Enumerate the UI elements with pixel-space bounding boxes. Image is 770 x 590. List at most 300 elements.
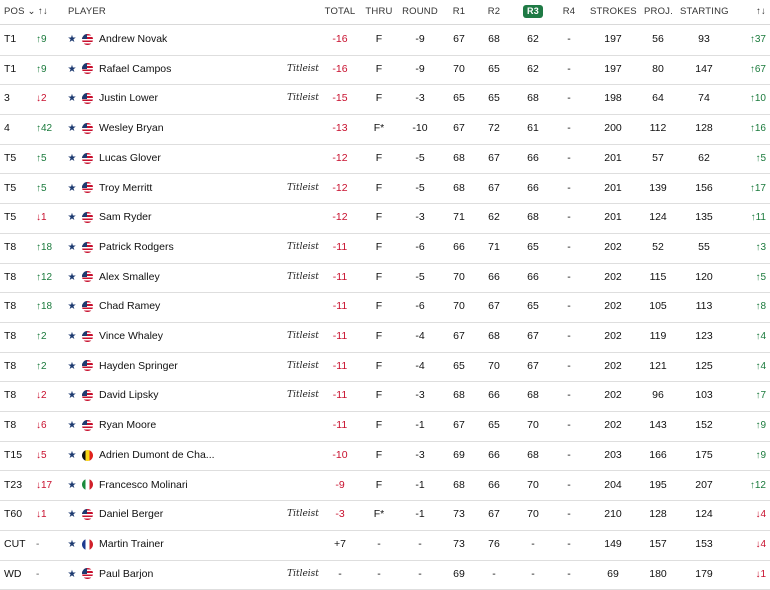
- starting-cell: 124: [695, 508, 713, 521]
- strokes-cell: 202: [604, 359, 622, 372]
- r4-score: -: [567, 448, 571, 461]
- r1-score: 73: [453, 537, 465, 550]
- strokes-cell: 201: [604, 181, 622, 194]
- player-name[interactable]: Alex Smalley: [99, 270, 160, 283]
- starting-cell: 93: [698, 33, 710, 45]
- projected-cell: 180: [649, 567, 667, 580]
- country-flag-icon: [81, 203, 93, 233]
- favorite-star-icon[interactable]: ★: [67, 123, 77, 135]
- equipment-brand-logo: [283, 144, 323, 174]
- strokes-cell: 197: [604, 62, 622, 75]
- r3-score: 70: [527, 508, 539, 521]
- total-score: -11: [332, 240, 348, 253]
- total-score: -9: [335, 478, 345, 491]
- starting-change: ↓4: [755, 538, 766, 550]
- thru-cell: F: [375, 389, 383, 402]
- r2-column-header[interactable]: R2: [487, 6, 501, 17]
- table-row[interactable]: [0, 114, 770, 145]
- position-cell: T23: [4, 478, 23, 491]
- player-name[interactable]: Andrew Novak: [99, 33, 168, 45]
- table-row[interactable]: [0, 292, 770, 323]
- position-cell: T8: [4, 300, 17, 313]
- round-score: -1: [415, 419, 425, 432]
- pos-header-label: POS: [4, 6, 25, 17]
- chevron-down-icon: ⌄: [27, 6, 36, 17]
- table-row[interactable]: [0, 471, 770, 502]
- table-row[interactable]: [0, 500, 770, 531]
- r1-score: 69: [453, 567, 465, 580]
- r4-score: -: [567, 181, 571, 194]
- r4-score: -: [567, 419, 571, 432]
- favorite-star-icon[interactable]: ★: [67, 93, 77, 105]
- strokes-column-header[interactable]: STROKES: [590, 6, 637, 17]
- strokes-cell: 200: [604, 122, 622, 135]
- country-flag-icon: [81, 114, 93, 144]
- r3-score: 68: [527, 448, 539, 461]
- player-name[interactable]: Vince Whaley: [99, 330, 164, 342]
- equipment-brand-logo: Titleist: [287, 390, 319, 401]
- starting-cell: 175: [695, 448, 713, 461]
- starting-change: ↑9: [755, 420, 766, 432]
- table-row[interactable]: [0, 84, 770, 115]
- position-cell: T8: [4, 330, 17, 342]
- flag-us-icon: [82, 331, 93, 342]
- movement2-sort-icon[interactable]: ↑↓: [756, 6, 766, 17]
- player-name[interactable]: Wesley Bryan: [99, 122, 164, 135]
- position-change: -: [36, 568, 40, 580]
- r3-score: 68: [527, 211, 539, 224]
- equipment-brand-logo: [283, 114, 323, 144]
- equipment-brand-logo: [283, 441, 323, 471]
- thru-cell: -: [377, 537, 381, 550]
- flag-us-icon: [82, 242, 93, 253]
- favorite-star-icon[interactable]: ★: [67, 420, 77, 432]
- table-row[interactable]: [0, 322, 770, 353]
- starting-change: ↑67: [749, 63, 766, 75]
- position-cell: 4: [4, 122, 10, 135]
- favorite-star-icon[interactable]: ★: [67, 390, 77, 402]
- r4-score: -: [567, 211, 571, 224]
- starting-change: ↑10: [749, 93, 766, 105]
- thru-cell: F*: [373, 122, 385, 135]
- flag-us-icon: [82, 301, 93, 312]
- favorite-star-icon[interactable]: ★: [67, 241, 77, 253]
- round-score: -3: [415, 211, 425, 224]
- total-score: -12: [332, 151, 348, 164]
- player-name[interactable]: Martin Trainer: [99, 537, 164, 550]
- starting-cell: 62: [698, 151, 710, 164]
- position-cell: T8: [4, 359, 17, 372]
- flag-us-icon: [82, 63, 93, 74]
- r3-score: 68: [527, 389, 539, 402]
- r1-score: 67: [453, 419, 465, 432]
- total-column-header[interactable]: TOTAL: [324, 6, 356, 17]
- starting-cell: 74: [698, 92, 710, 105]
- table-row[interactable]: [0, 174, 770, 205]
- position-change: ↓2: [36, 93, 47, 105]
- r3-score: 62: [527, 33, 539, 45]
- thru-cell: F: [375, 419, 383, 432]
- table-row[interactable]: [0, 55, 770, 86]
- projected-cell: 105: [649, 300, 667, 313]
- total-score: -16: [332, 62, 348, 75]
- r1-score: 73: [453, 508, 465, 521]
- table-row[interactable]: [0, 233, 770, 264]
- favorite-star-icon[interactable]: ★: [67, 360, 77, 372]
- position-change: ↑18: [36, 241, 53, 253]
- favorite-star-icon[interactable]: ★: [67, 301, 77, 313]
- round-column-header[interactable]: ROUND: [402, 6, 438, 17]
- flag-us-icon: [82, 509, 93, 520]
- round-score: -6: [415, 300, 425, 313]
- r2-score: 68: [488, 33, 500, 45]
- player-name[interactable]: Rafael Campos: [99, 62, 172, 75]
- table-row[interactable]: [0, 263, 770, 294]
- r3-column-header[interactable]: [518, 0, 548, 24]
- total-score: -11: [332, 270, 348, 283]
- equipment-brand-logo: Titleist: [287, 93, 319, 104]
- r3-score: 65: [527, 240, 539, 253]
- r3-score: 61: [527, 122, 539, 135]
- starting-change: ↑5: [755, 271, 766, 283]
- thru-cell: F: [375, 300, 383, 313]
- starting-cell: 156: [695, 181, 713, 194]
- player-name[interactable]: Francesco Molinari: [99, 478, 188, 491]
- r2-score: -: [492, 567, 496, 580]
- strokes-cell: 202: [604, 240, 622, 253]
- r3-score: 66: [527, 270, 539, 283]
- r2-score: 68: [488, 330, 500, 342]
- flag-us-icon: [82, 182, 93, 193]
- thru-cell: -: [377, 567, 381, 580]
- r3-score: -: [531, 567, 535, 580]
- round-score: -: [418, 537, 422, 550]
- r4-score: -: [567, 330, 571, 342]
- position-change: ↑42: [36, 123, 53, 135]
- projected-cell: 80: [652, 62, 664, 75]
- strokes-cell: 202: [604, 389, 622, 402]
- position-cell: T8: [4, 419, 17, 432]
- projected-cell: 195: [649, 478, 667, 491]
- equipment-brand-logo: Titleist: [287, 271, 319, 282]
- starting-change: ↑8: [755, 301, 766, 313]
- r4-score: -: [567, 270, 571, 283]
- country-flag-icon: [81, 322, 93, 352]
- projected-cell: 64: [652, 92, 664, 105]
- country-flag-icon: [81, 352, 93, 382]
- r2-score: 67: [488, 300, 500, 313]
- table-row[interactable]: [0, 381, 770, 412]
- table-row[interactable]: [0, 560, 770, 590]
- table-row[interactable]: [0, 411, 770, 442]
- flag-us-icon: [82, 212, 93, 223]
- r2-score: 66: [488, 478, 500, 491]
- position-cell: T8: [4, 240, 17, 253]
- starting-cell: 147: [695, 62, 713, 75]
- position-cell: T8: [4, 270, 17, 283]
- starting-cell: 153: [695, 537, 713, 550]
- total-score: -11: [332, 300, 348, 313]
- position-change: ↑2: [36, 360, 47, 372]
- equipment-brand-logo: [283, 411, 323, 441]
- position-cell: CUT: [4, 537, 26, 550]
- position-change: ↑18: [36, 301, 53, 313]
- strokes-cell: 198: [604, 92, 622, 105]
- total-score: -: [338, 567, 342, 580]
- player-name[interactable]: Chad Ramey: [99, 300, 161, 313]
- total-score: -11: [332, 419, 348, 432]
- strokes-cell: 210: [604, 508, 622, 521]
- thru-cell: F: [375, 478, 383, 491]
- starting-cell: 120: [695, 270, 713, 283]
- r1-score: 66: [453, 240, 465, 253]
- strokes-cell: 202: [604, 419, 622, 432]
- strokes-cell: 201: [604, 151, 622, 164]
- starting-change: ↑37: [749, 34, 766, 45]
- round-score: -9: [415, 33, 425, 45]
- round-score: -10: [412, 122, 428, 135]
- flag-be-icon: [82, 450, 93, 461]
- r1-score: 69: [453, 448, 465, 461]
- round-score: -6: [415, 240, 425, 253]
- table-row[interactable]: [0, 441, 770, 472]
- starting-change: ↑7: [755, 390, 766, 402]
- r2-score: 65: [488, 92, 500, 105]
- total-score: -12: [332, 211, 348, 224]
- projected-cell: 56: [652, 33, 664, 45]
- favorite-star-icon[interactable]: ★: [67, 63, 77, 75]
- r1-column-header[interactable]: R1: [452, 6, 466, 17]
- strokes-cell: 149: [604, 537, 622, 550]
- table-row[interactable]: [0, 530, 770, 561]
- thru-column-header[interactable]: THRU: [365, 6, 393, 17]
- thru-cell: F: [375, 448, 383, 461]
- r2-score: 66: [488, 270, 500, 283]
- position-cell: T8: [4, 389, 17, 402]
- r4-column-header[interactable]: R4: [562, 6, 576, 17]
- table-row[interactable]: [0, 25, 770, 56]
- table-row[interactable]: [0, 352, 770, 383]
- total-score: -11: [332, 389, 348, 402]
- position-cell: T1: [4, 62, 17, 75]
- r1-score: 70: [453, 62, 465, 75]
- r3-score: -: [531, 537, 535, 550]
- favorite-star-icon[interactable]: ★: [67, 34, 77, 45]
- position-change: ↑9: [36, 34, 47, 45]
- player-name[interactable]: Lucas Glover: [99, 151, 161, 164]
- player-name[interactable]: Ryan Moore: [99, 419, 157, 432]
- projected-cell: 128: [649, 508, 667, 521]
- r2-score: 62: [488, 211, 500, 224]
- position-change: ↑5: [36, 152, 47, 164]
- thru-cell: F: [375, 62, 383, 75]
- country-flag-icon: [81, 55, 93, 85]
- player-column-header[interactable]: PLAYER: [68, 6, 106, 17]
- r4-score: -: [567, 537, 571, 550]
- starting-cell: 179: [695, 567, 713, 580]
- equipment-brand-logo: Titleist: [287, 568, 319, 579]
- projected-cell: 119: [649, 330, 667, 342]
- thru-cell: F: [375, 359, 383, 372]
- r1-score: 68: [453, 151, 465, 164]
- equipment-brand-logo: [283, 292, 323, 322]
- flag-us-icon: [82, 34, 93, 45]
- position-cell: T15: [4, 448, 23, 461]
- thru-cell: F*: [373, 508, 385, 521]
- r2-score: 67: [488, 151, 500, 164]
- r4-score: -: [567, 389, 571, 402]
- player-name[interactable]: Patrick Rodgers: [99, 240, 174, 253]
- flag-us-icon: [82, 153, 93, 164]
- position-cell: 3: [4, 92, 10, 105]
- r2-score: 65: [488, 419, 500, 432]
- r3-score: 66: [527, 181, 539, 194]
- round-score: -4: [415, 330, 425, 342]
- projected-cell: 121: [649, 359, 667, 372]
- r4-score: -: [567, 508, 571, 521]
- thru-cell: F: [375, 33, 383, 45]
- r4-score: -: [567, 151, 571, 164]
- projected-cell: 157: [649, 537, 667, 550]
- country-flag-icon: [81, 84, 93, 114]
- favorite-star-icon[interactable]: ★: [67, 449, 77, 461]
- starting-change: ↑4: [755, 331, 766, 342]
- r2-score: 67: [488, 508, 500, 521]
- proj-column-header[interactable]: PROJ.: [644, 6, 673, 17]
- starting-change: ↑9: [755, 449, 766, 461]
- player-name[interactable]: Hayden Springer: [99, 359, 178, 372]
- total-score: -10: [332, 448, 348, 461]
- r4-score: -: [567, 92, 571, 105]
- player-name[interactable]: Daniel Berger: [99, 508, 164, 521]
- equipment-brand-logo: Titleist: [287, 360, 319, 371]
- r2-score: 72: [488, 122, 500, 135]
- r4-score: -: [567, 33, 571, 45]
- total-score: -16: [332, 33, 348, 45]
- r1-score: 70: [453, 270, 465, 283]
- favorite-star-icon[interactable]: ★: [67, 271, 77, 283]
- player-name[interactable]: Sam Ryder: [99, 211, 152, 224]
- round-score: -5: [415, 151, 425, 164]
- r1-score: 68: [453, 478, 465, 491]
- position-change: ↑12: [36, 271, 53, 283]
- total-score: -11: [332, 330, 348, 342]
- round-score: -3: [415, 448, 425, 461]
- total-score: -3: [335, 508, 345, 521]
- position-cell: T1: [4, 33, 17, 45]
- equipment-brand-logo: Titleist: [287, 241, 319, 252]
- equipment-brand-logo: Titleist: [287, 63, 319, 74]
- favorite-star-icon[interactable]: ★: [67, 152, 77, 164]
- starting-cell: 135: [695, 211, 713, 224]
- equipment-brand-logo: Titleist: [287, 331, 319, 341]
- r3-score: 62: [527, 62, 539, 75]
- thru-cell: F: [375, 270, 383, 283]
- favorite-star-icon[interactable]: ★: [67, 182, 77, 194]
- r3-score: 70: [527, 478, 539, 491]
- table-row[interactable]: [0, 144, 770, 175]
- r4-score: -: [567, 122, 571, 135]
- flag-us-icon: [82, 360, 93, 371]
- r3-score: 67: [527, 330, 539, 342]
- starting-cell: 125: [695, 359, 713, 372]
- r4-score: -: [567, 478, 571, 491]
- r2-score: 66: [488, 389, 500, 402]
- country-flag-icon: [81, 500, 93, 530]
- favorite-star-icon[interactable]: ★: [67, 479, 77, 491]
- flag-us-icon: [82, 420, 93, 431]
- starting-change: ↑4: [755, 360, 766, 372]
- position-change: ↑9: [36, 63, 47, 75]
- starting-cell: 128: [695, 122, 713, 135]
- player-name[interactable]: Justin Lower: [99, 92, 158, 105]
- strokes-cell: 69: [607, 567, 619, 580]
- flag-us-icon: [82, 93, 93, 104]
- favorite-star-icon[interactable]: ★: [67, 538, 77, 550]
- r2-score: 67: [488, 181, 500, 194]
- r3-score: 68: [527, 92, 539, 105]
- country-flag-icon: [81, 441, 93, 471]
- r4-score: -: [567, 359, 571, 372]
- total-score: -13: [332, 122, 348, 135]
- strokes-cell: 202: [604, 270, 622, 283]
- position-change: ↑5: [36, 182, 47, 194]
- starting-column-header[interactable]: STARTING: [680, 6, 729, 17]
- equipment-brand-logo: [283, 471, 323, 501]
- r1-score: 70: [453, 300, 465, 313]
- thru-cell: F: [375, 181, 383, 194]
- favorite-star-icon[interactable]: ★: [67, 568, 77, 580]
- player-name[interactable]: Paul Barjon: [99, 567, 154, 580]
- projected-cell: 166: [649, 448, 667, 461]
- r1-score: 67: [453, 122, 465, 135]
- position-change: -: [36, 538, 40, 550]
- country-flag-icon: [81, 25, 93, 55]
- projected-cell: 115: [649, 270, 667, 283]
- thru-cell: F: [375, 330, 383, 342]
- movement-sort-icon[interactable]: ↑↓: [38, 6, 48, 17]
- favorite-star-icon[interactable]: ★: [67, 212, 77, 224]
- position-cell: T5: [4, 181, 17, 194]
- round-score: -1: [415, 508, 425, 521]
- player-name[interactable]: Adrien Dumont de Cha...: [99, 448, 215, 461]
- player-name[interactable]: David Lipsky: [99, 389, 159, 402]
- country-flag-icon: [81, 560, 93, 590]
- projected-cell: 124: [649, 211, 667, 224]
- table-row[interactable]: [0, 203, 770, 234]
- r1-score: 65: [453, 359, 465, 372]
- position-change: ↓17: [36, 479, 53, 491]
- starting-cell: 207: [695, 478, 713, 491]
- starting-change: ↓4: [755, 509, 766, 521]
- starting-change: ↑5: [755, 152, 766, 164]
- equipment-brand-logo: [283, 203, 323, 233]
- favorite-star-icon[interactable]: ★: [67, 331, 77, 342]
- r4-score: -: [567, 300, 571, 313]
- round-score: -9: [415, 62, 425, 75]
- flag-us-icon: [82, 568, 93, 579]
- country-flag-icon: [81, 471, 93, 501]
- starting-cell: 55: [698, 240, 710, 253]
- round-score: -4: [415, 359, 425, 372]
- favorite-star-icon[interactable]: ★: [67, 509, 77, 521]
- strokes-cell: 201: [604, 211, 622, 224]
- position-change: ↓6: [36, 420, 47, 432]
- round-score: -5: [415, 181, 425, 194]
- r1-score: 65: [453, 92, 465, 105]
- position-cell: WD: [4, 567, 22, 580]
- player-name[interactable]: Troy Merritt: [99, 181, 153, 194]
